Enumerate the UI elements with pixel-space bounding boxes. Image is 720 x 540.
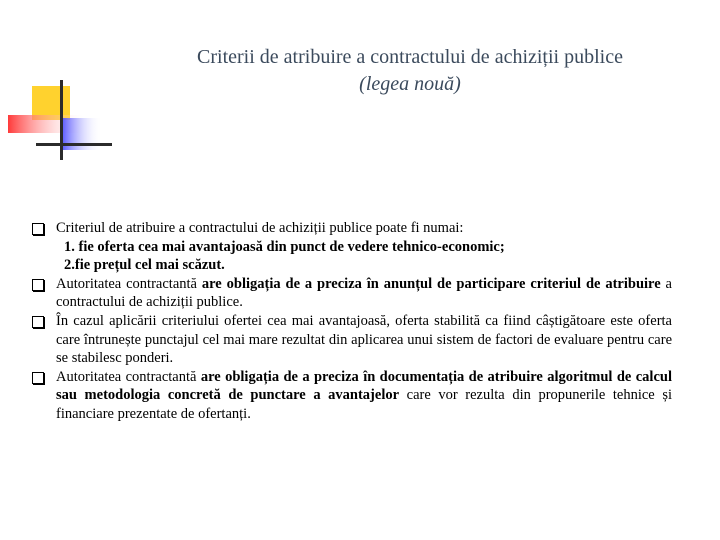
bullet-text: Autoritatea contractantă bbox=[56, 275, 202, 292]
bullet-text: a contractului de achiziții publice. bbox=[56, 275, 672, 311]
bullet-bold-text: are obligația de a preciza în anunțul de participare criteriul de atribuire bbox=[201, 275, 661, 292]
yellow-square bbox=[32, 86, 70, 120]
bullet-item-4 bbox=[32, 368, 672, 424]
bullet-text: care vor rezulta din propunerile tehnice și financiare prezentate de ofertanți. bbox=[56, 387, 673, 422]
bullet-bold-text: are obligația de a preciza în documentația de atribuire algoritmul de calcul sau metodologia concretă de punctare a avantajelor bbox=[56, 368, 672, 404]
bullet-text: În cazul aplicării criteriului ofertei cea mai avantajoasă, oferta stabilită ca fiind câștigătoare este oferta care întrunește punctajul cel mai mare rezultat din aplicarea unui sistem de factori de evaluare pentru care se stabilesc ponderi. bbox=[56, 312, 672, 367]
title-line-1: Criterii de atribuire a contractului de achiziții publice bbox=[197, 46, 623, 68]
bullet-list bbox=[32, 219, 672, 424]
bullet-item-3 bbox=[32, 312, 672, 368]
page-title bbox=[110, 44, 710, 98]
title-line-2: (legea nouă) bbox=[359, 73, 461, 95]
sub-item-1: 1. fie oferta cea mai avantajoasă din punct de vedere tehnico-economic; bbox=[64, 238, 505, 255]
bullet-item-1 bbox=[32, 219, 672, 238]
checkbox-bullet-icon bbox=[32, 279, 44, 291]
bullet-text: Criteriul de atribuire a contractului de achiziții publice poate fi numai: bbox=[56, 220, 464, 236]
checkbox-bullet-icon bbox=[32, 223, 44, 235]
horizontal-divider bbox=[36, 143, 112, 146]
checkbox-bullet-icon bbox=[32, 372, 44, 384]
bullet-item-2 bbox=[32, 275, 672, 312]
vertical-divider bbox=[60, 80, 63, 160]
sub-item-2: 2.fie prețul cel mai scăzut. bbox=[64, 257, 225, 274]
bullet-text: Autoritatea contractantă bbox=[56, 368, 201, 385]
decorative-logo bbox=[0, 0, 120, 170]
checkbox-bullet-icon bbox=[32, 316, 44, 328]
